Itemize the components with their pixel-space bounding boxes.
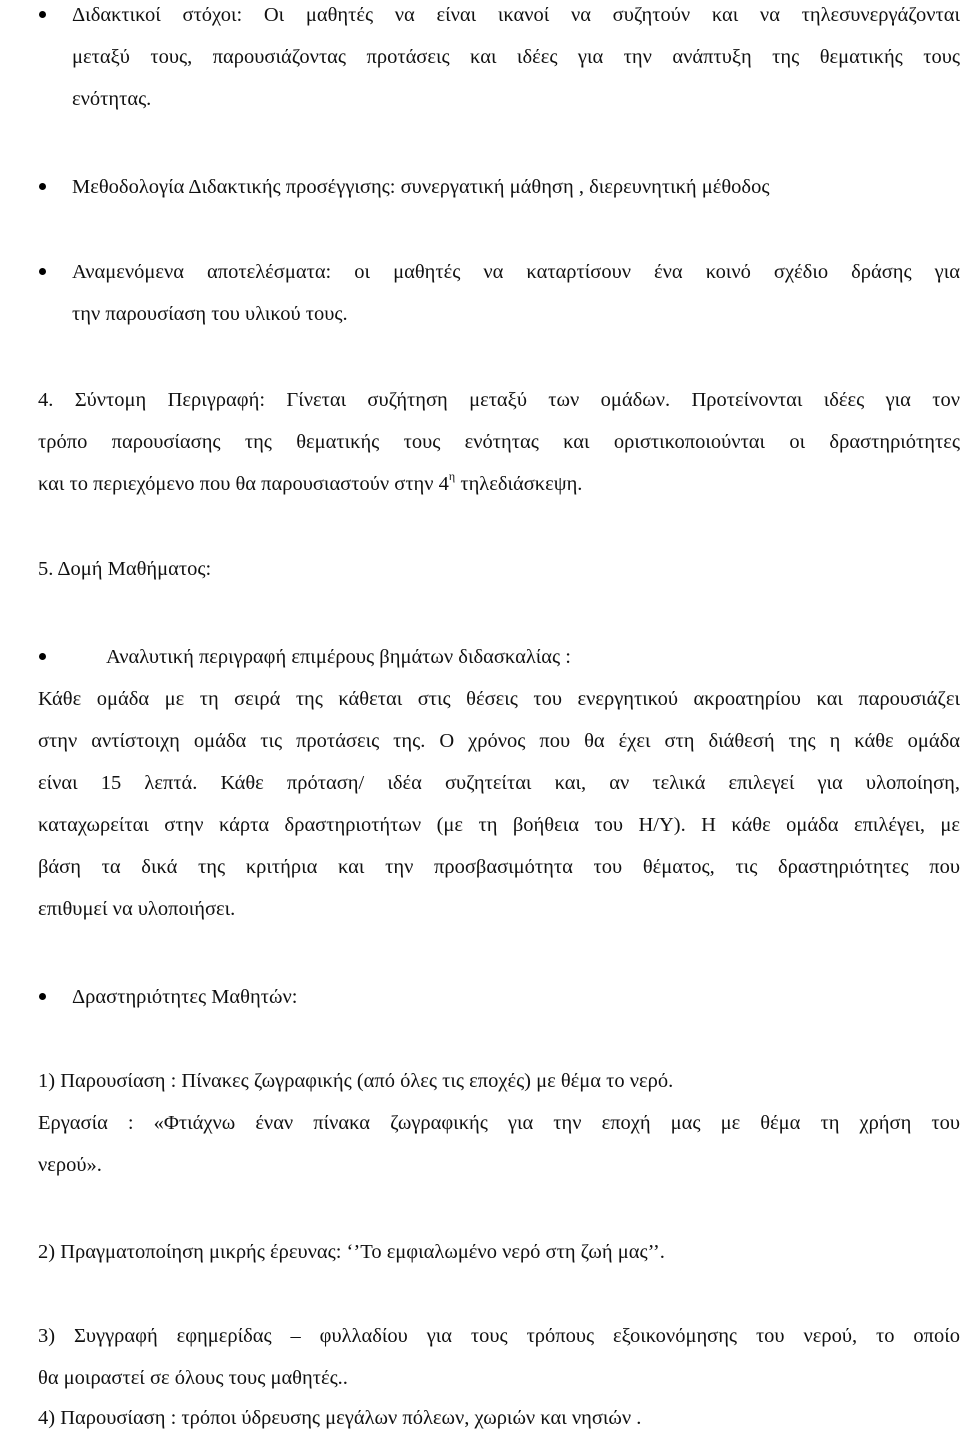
section4-line-3 [38,469,960,496]
bullet-icon [39,11,46,18]
bullet-icon [39,268,46,275]
analysis-heading: Αναλυτική περιγραφή επιμέρους βημάτων διδασκαλίας : [106,646,571,668]
activity-1-task-line-2: νερού». [38,1154,102,1176]
activity-1-task-line-1: Εργασία : «Φτιάχνω έναν πίνακα ζωγραφικής για την εποχή μας με θέμα τη χρήση του [38,1112,960,1134]
paragraph-line-3: είναι 15 λεπτά. Κάθε πρόταση/ ιδέα συζητείται και, αν τελικά επιλεγεί για υλοποίηση, [38,772,960,794]
expected-line-2: την παρουσίαση του υλικού τους. [72,303,348,325]
section4-line-2: τρόπο παρουσίασης της θεματικής τους ενότητας και οριστικοποιούνται οι δραστηριότητες [38,431,960,453]
superscript: η [448,469,456,483]
activity-3-line-1: 3) Συγγραφή εφημερίδας – φυλλαδίου για τους τρόπους εξοικονόμησης του νερού, το οποίο [38,1325,960,1347]
goals-line-2: μεταξύ τους, παρουσιάζοντας προτάσεις και ιδέες για την ανάπτυξη της θεματικής τους [72,46,960,68]
paragraph-line-1: Κάθε ομάδα με τη σειρά της κάθεται στις θέσεις του ενεργητικού ακροατηρίου και παρουσιάζει [38,688,960,710]
activity-3-line-2: θα μοιραστεί σε όλους τους μαθητές.. [38,1367,348,1389]
section4-line-3-end: τηλεδιάσκεψη. [455,473,583,495]
activities-heading: Δραστηριότητες Μαθητών: [72,986,298,1008]
bullet-icon [39,183,46,190]
bullet-icon [39,653,46,660]
activity-1: 1) Παρουσίαση : Πίνακες ζωγραφικής (από όλες τις εποχές) με θέμα το νερό. [38,1070,674,1092]
activity-2: 2) Πραγματοποίηση μικρής έρευνας: ‘’Το εμφιαλωμένο νερό στη ζωή μας’’. [38,1241,665,1263]
bullet-icon [39,993,46,1000]
section4-line-1: 4. Σύντομη Περιγραφή: Γίνεται συζήτηση μεταξύ των ομάδων. Προτείνονται ιδέες για τον [38,389,960,411]
section5-heading: 5. Δομή Μαθήματος: [38,558,212,580]
methodology-line: Μεθοδολογία Διδακτικής προσέγγισης: συνεργατική μάθηση , διερευνητική μέθοδος [72,176,770,198]
paragraph-line-6: επιθυμεί να υλοποιήσει. [38,898,236,920]
paragraph-line-5: βάση τα δικά της κριτήρια και την προσβασιμότητα του θέματος, τις δραστηριότητες που [38,856,960,878]
activity-4: 4) Παρουσίαση : τρόποι ύδρευσης μεγάλων πόλεων, χωριών και νησιών . [38,1407,642,1429]
goals-line-1: Διδακτικοί στόχοι: Οι μαθητές να είναι ικανοί να συζητούν και να τηλεσυνεργάζονται [72,4,960,26]
expected-line-1: Αναμενόμενα αποτελέσματα: οι μαθητές να καταρτίσουν ένα κοινό σχέδιο δράσης για [72,261,960,283]
paragraph-line-2: στην αντίστοιχη ομάδα τις προτάσεις της. Ο χρόνος που θα έχει στη διάθεσή της η κάθε ομάδα [38,730,960,752]
goals-line-3: ενότητας. [72,88,152,110]
paragraph-line-4: καταχωρείται στην κάρτα δραστηριοτήτων (με τη βοήθεια του Η/Υ). Η κάθε ομάδα επιλέγει, με [38,814,960,836]
section4-line-3-text: και το περιεχόμενο που θα παρουσιαστούν στην 4 [38,473,449,495]
